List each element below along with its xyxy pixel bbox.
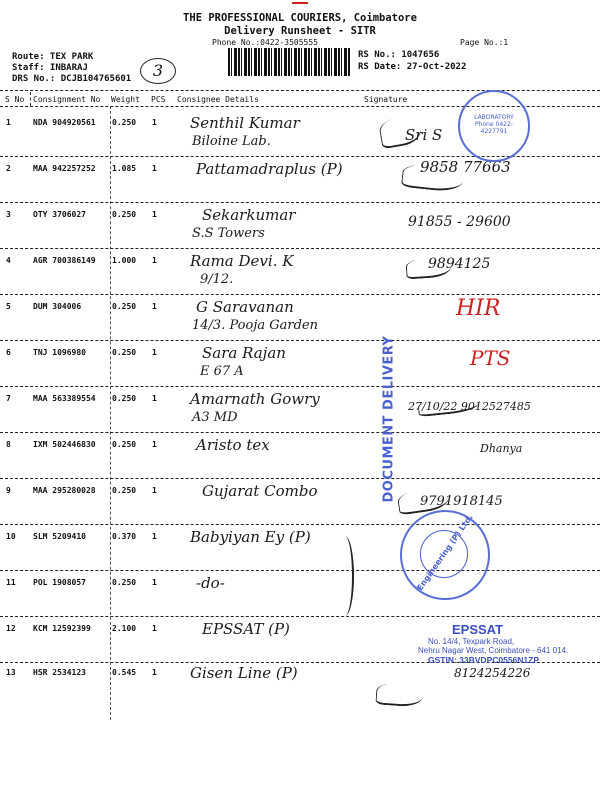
row-consignment: IXM 502446830 (33, 440, 96, 449)
circled-mark (140, 58, 176, 84)
row-consignment: SLM 5209410 (33, 532, 86, 541)
row-pcs: 1 (152, 486, 157, 495)
circled-mark-text: 3 (152, 61, 164, 80)
row-consignee-handwriting: Sara Rajan (202, 344, 286, 362)
row-consignee-handwriting-line2: S.S Towers (192, 226, 265, 241)
row-weight: 0.250 (112, 486, 137, 495)
company-seal-text: Engineering (P) Ltd. (415, 512, 475, 593)
row-sno: 13 (6, 668, 16, 677)
page-number: Page No.:1 (460, 38, 509, 47)
row-consignment: MAA 295280028 (33, 486, 96, 495)
rs-date: RS Date: 27-Oct-2022 (358, 62, 467, 72)
row-consignment: OTY 3706027 (33, 210, 86, 219)
row-consignee-handwriting-line2: A3 MD (192, 410, 238, 425)
row-signature-note: Sri S (405, 126, 443, 144)
row-sno: 6 (6, 348, 11, 357)
vrule (110, 106, 111, 720)
col-signature: Signature (364, 95, 408, 104)
row-consignee-handwriting-line2: E 67 A (200, 364, 244, 379)
company-seal (400, 510, 490, 600)
row-signature-note: HIR (456, 296, 501, 321)
vrule (30, 92, 31, 106)
row-weight: 0.250 (112, 118, 137, 127)
epssat-gstin: GSTIN: 33BVDPC0556N1ZP (428, 655, 540, 665)
signature-scribble (378, 115, 423, 150)
staff: Staff: INBARAJ (12, 63, 88, 73)
row-consignee-handwriting: Gujarat Combo (202, 482, 318, 500)
col-weight: Weight (111, 95, 140, 104)
row-consignment: POL 1908057 (33, 578, 86, 587)
row-sno: 7 (6, 394, 11, 403)
row-consignee-handwriting: Aristo tex (196, 436, 270, 454)
row-pcs: 1 (152, 164, 157, 173)
signature-scribble (401, 163, 464, 193)
row-consignee-handwriting: Senthil Kumar (190, 114, 300, 132)
rs-number: RS No.: 1047656 (358, 50, 440, 60)
row-signature-note: 27/10/22 9012527485 (408, 400, 531, 413)
row-sno: 10 (6, 532, 16, 541)
col-sno: S No (5, 95, 25, 104)
lab-stamp-text: LABORATORY Phone 0422-4227791 (474, 114, 514, 135)
col-pcs: PCS (151, 95, 166, 104)
row-separator (0, 248, 600, 249)
col-consignee: Consignee Details (177, 95, 259, 104)
row-sno: 4 (6, 256, 11, 265)
row-consignment: HSR 2534123 (33, 668, 86, 677)
row-sno: 2 (6, 164, 11, 173)
row-sno: 8 (6, 440, 11, 449)
row-separator (0, 340, 600, 341)
signature-scribble (375, 682, 423, 707)
row-sno: 12 (6, 624, 16, 633)
row-consignment: DUM 304006 (33, 302, 82, 311)
document-delivery-stamp: DOCUMENT DELIVERY (381, 335, 397, 503)
row-consignee-handwriting: Gisen Line (P) (190, 664, 298, 682)
row-consignee-handwriting: Pattamadraplus (P) (196, 160, 343, 178)
row-sno: 11 (6, 578, 16, 587)
epssat-address2: Nehru Nagar West, Coimbatore - 641 014. (418, 646, 569, 655)
row-consignment: TNJ 1096980 (33, 348, 86, 357)
row-pcs: 1 (152, 210, 157, 219)
runsheet-title: Delivery Runsheet - SITR (224, 25, 376, 37)
row-weight: 0.250 (112, 302, 137, 311)
row-consignee-handwriting-line2: 14/3. Pooja Garden (192, 318, 318, 333)
row-separator (0, 202, 600, 203)
row-separator (0, 478, 600, 479)
row-weight: 0.250 (112, 578, 137, 587)
row-weight: 0.545 (112, 668, 137, 677)
red-mark (292, 2, 308, 4)
row-consignee-handwriting: -do- (196, 574, 225, 592)
row-pcs: 1 (152, 118, 157, 127)
row-sno: 9 (6, 486, 11, 495)
row-consignment: NDA 904920561 (33, 118, 96, 127)
row-signature-note: PTS (470, 346, 511, 370)
barcode (228, 48, 350, 76)
epssat-name: EPSSAT (452, 622, 504, 637)
row-pcs: 1 (152, 624, 157, 633)
row-separator (0, 570, 600, 571)
signature-scribble (405, 256, 451, 279)
row-consignment: MAA 942257252 (33, 164, 96, 173)
row-weight: 0.250 (112, 394, 137, 403)
row-sno: 3 (6, 210, 11, 219)
company-title: THE PROFESSIONAL COURIERS, Coimbatore (183, 12, 417, 24)
row-consignment: KCM 12592399 (33, 624, 91, 633)
row-consignee-handwriting: Babyiyan Ey (P) (190, 528, 311, 546)
row-signature-note: Dhanya (480, 442, 523, 455)
header-top-rule (0, 90, 600, 91)
row-signature-note: 91855 - 29600 (408, 214, 511, 230)
row-pcs: 1 (152, 256, 157, 265)
epssat-stamp (418, 622, 598, 665)
row-pcs: 1 (152, 302, 157, 311)
row-separator (0, 524, 600, 525)
row-pcs: 1 (152, 668, 157, 677)
row-sno: 1 (6, 118, 11, 127)
row-pcs: 1 (152, 532, 157, 541)
row-signature-note: 8124254226 (454, 666, 531, 680)
row-pcs: 1 (152, 348, 157, 357)
row-weight: 0.250 (112, 348, 137, 357)
route: Route: TEX PARK (12, 52, 94, 62)
row-consignee-handwriting: Rama Devi. K (190, 252, 294, 270)
row-weight: 0.250 (112, 440, 137, 449)
row-consignment: MAA 563389554 (33, 394, 96, 403)
row-consignee-handwriting: G Saravanan (196, 298, 294, 316)
lab-stamp (458, 90, 530, 162)
drs-number: DRS No.: DCJB104765601 (12, 74, 132, 84)
phone-number: Phone No.:0422-3505555 (212, 38, 318, 47)
row-consignee-handwriting: Amarnath Gowry (190, 390, 320, 408)
row-consignment: AGR 700386149 (33, 256, 96, 265)
col-consignment: Consignment No (33, 95, 101, 104)
row-pcs: 1 (152, 394, 157, 403)
row-weight: 0.370 (112, 532, 137, 541)
row-signature-note: 9894125 (428, 256, 491, 272)
row-sno: 5 (6, 302, 11, 311)
row-weight: 2.100 (112, 624, 137, 633)
signature-scribble (417, 395, 479, 417)
row-weight: 1.085 (112, 164, 137, 173)
row-pcs: 1 (152, 440, 157, 449)
row-consignee-handwriting: EPSSAT (P) (202, 620, 290, 638)
row-pcs: 1 (152, 578, 157, 587)
row-separator (0, 294, 600, 295)
row-consignee-handwriting-line2: 9/12. (200, 272, 234, 287)
row-consignee-handwriting: Sekarkumar (202, 206, 296, 224)
row-separator (0, 432, 600, 433)
row-separator (0, 616, 600, 617)
row-separator (0, 386, 600, 387)
epssat-address1: No. 14/4, Texpark Road, (428, 637, 515, 646)
row-weight: 1.000 (112, 256, 137, 265)
row-signature-note: 9858 77663 (420, 158, 511, 176)
row-signature-note: 9791918145 (420, 494, 503, 509)
row-weight: 0.250 (112, 210, 137, 219)
ditto-bracket (336, 536, 354, 616)
row-consignee-handwriting-line2: Biloine Lab. (192, 134, 271, 149)
